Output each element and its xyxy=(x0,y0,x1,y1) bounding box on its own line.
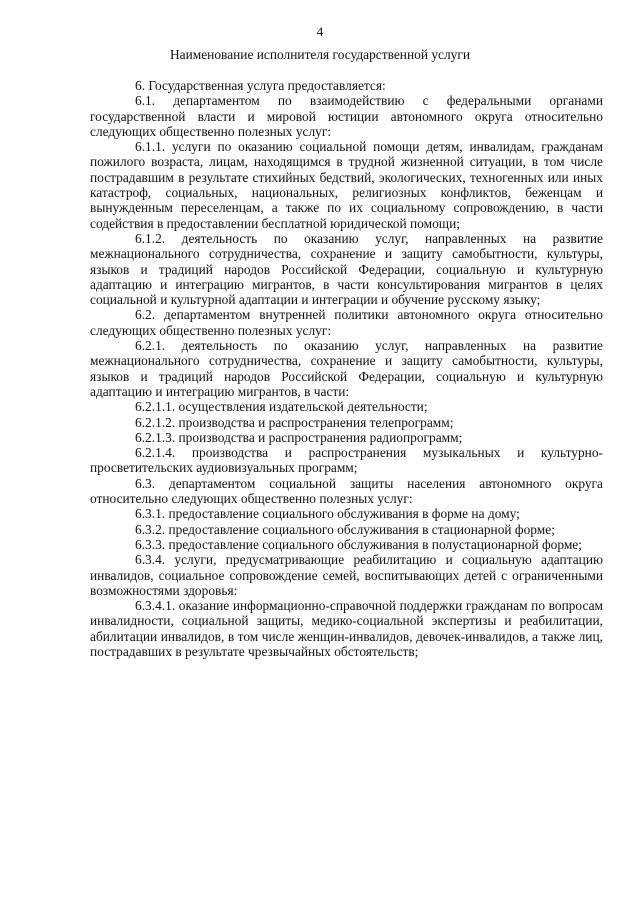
document-body xyxy=(90,78,603,659)
paragraph-6-2-1-2: 6.2.1.2. производства и распространения телепрограмм; xyxy=(135,414,454,430)
paragraph-6-3-1: 6.3.1. предоставление социального обслуживания в форме на дому; xyxy=(135,506,520,522)
paragraph-6-2-1-3: 6.2.1.3. производства и распространения радиопрограмм; xyxy=(135,429,463,445)
section-heading: Наименование исполнителя государственной услуги xyxy=(169,47,471,62)
paragraph-6-1-1: 6.1.1. услуги по оказанию социальной помощи детям, инвалидам, гражданам пожилого возраста, лицам, находящимся в трудной жизненной ситуации, в том числе пострадавшим в результате стихийных бедствий, экологических, техногенных или иных катастроф, социальных, национальных, религиозных конфликтов, беженцам и вынужденным переселенцам, а также по их социальному сопровождению, в части содействия в предоставлении бесплатной юридической помощи; xyxy=(90,139,603,231)
paragraph-6-3: 6.3. департаментом социальной защиты населения автономного округа относительно следующих общественно полезных услуг: xyxy=(90,475,603,507)
paragraph-6-2-1-1: 6.2.1.1. осуществления издательской деятельности; xyxy=(135,399,428,415)
paragraph-6-2-1-4: 6.2.1.4. производства и распространения музыкальных и культурно-просветительских аудиовизуальных программ; xyxy=(90,445,603,476)
paragraph-6-3-4: 6.3.4. услуги, предусматривающие реабилитацию и социальную адаптацию инвалидов, социальное сопровождение семей, воспитывающих детей с ограниченными возможностями здоровья: xyxy=(90,552,603,598)
paragraph-6: 6. Государственная услуга предоставляется: xyxy=(135,78,386,93)
paragraph-6-3-4-1: 6.3.4.1. оказание информационно-справочной поддержки гражданам по вопросам инвалидности, социальной защиты, медико-социальной экспертизы и реабилитации, абилитации инвалидов, в том числе женщин-инвалидов, девочек-инвалидов, а также лиц, пострадавших в результате чрезвычайных обстоятельств; xyxy=(90,598,603,659)
paragraph-6-1-2: 6.1.2. деятельность по оказанию услуг, направленных на развитие межнационального сотрудничества, сохранение и защиту самобытности, культуры, языков и традиций народов Российской Федерации, социальную и культурную адаптацию и интеграцию мигрантов, в части консультирования мигрантов в целях социальной и культурной адаптации и интеграции и обучение русскому языку; xyxy=(90,230,603,308)
paragraph-6-1: 6.1. департаментом по взаимодействию с федеральными органами государственной власти и мировой юстиции автономного округа относительно следующих общественно полезных услуг: xyxy=(90,93,603,139)
paragraph-6-2-1: 6.2.1. деятельность по оказанию услуг, направленных на развитие межнационального сотрудничества, сохранение и защиту самобытности, культуры, языков и традиций народов Российской Федерации, социальную и культурную адаптацию и интеграцию мигрантов, в части: xyxy=(90,338,603,399)
paragraph-6-2: 6.2. департаментом внутренней политики автономного округа относительно следующих общественно полезных услуг: xyxy=(90,307,603,338)
paragraph-6-3-3: 6.3.3. предоставление социального обслуживания в полустационарной форме; xyxy=(135,536,582,552)
paragraph-6-3-2: 6.3.2. предоставление социального обслуживания в стационарной форме; xyxy=(135,521,555,537)
page-number: 4 xyxy=(316,24,324,39)
